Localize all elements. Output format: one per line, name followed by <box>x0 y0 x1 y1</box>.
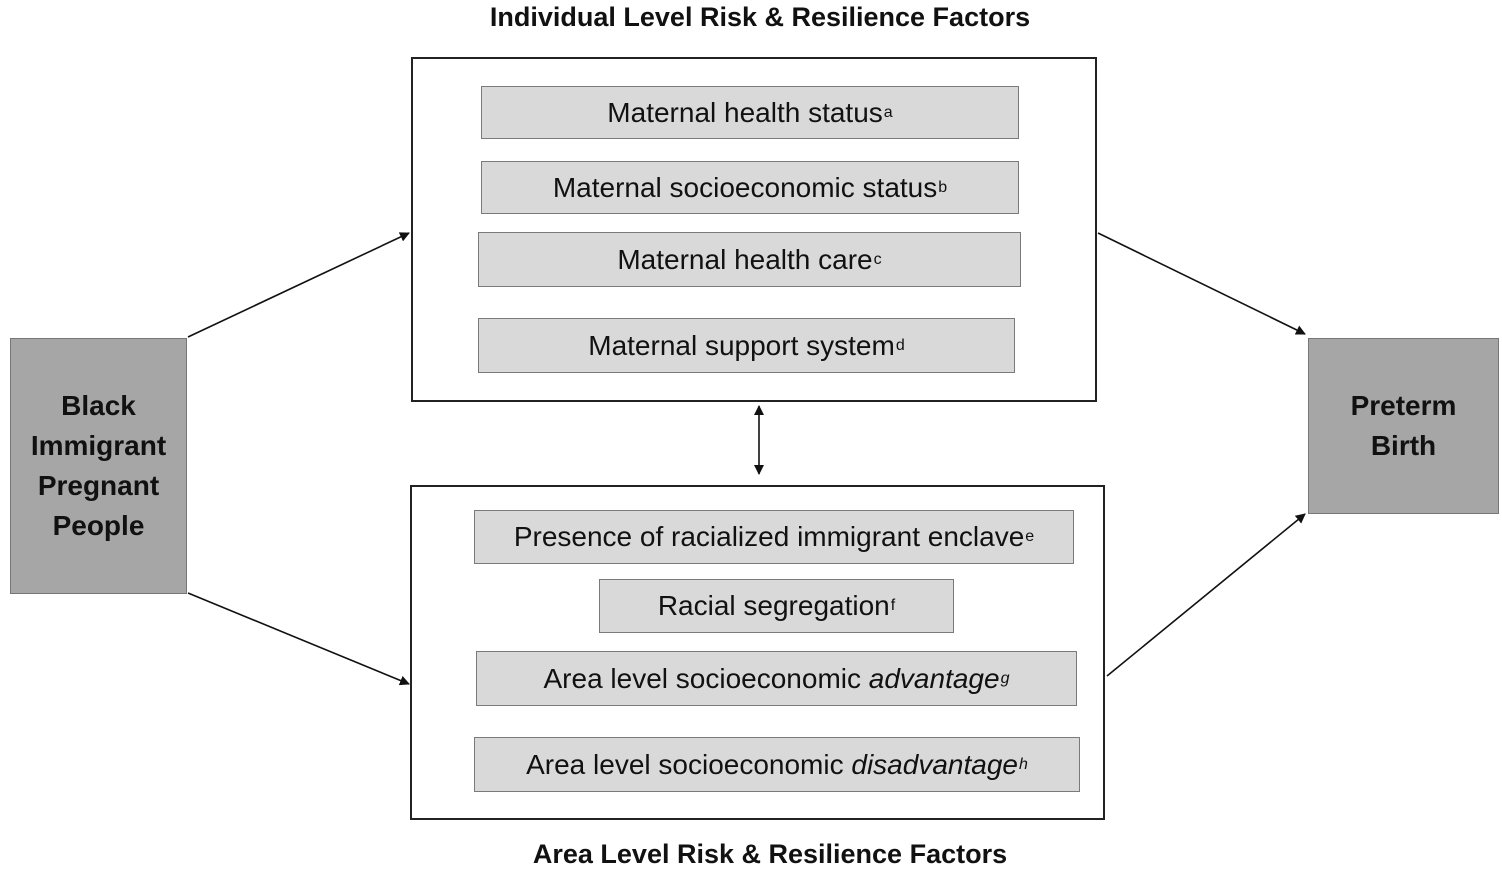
factor-racialized-immigrant-enclave: Presence of racialized immigrant enclave e <box>474 510 1074 564</box>
factor-maternal-health-care: Maternal health care c <box>478 232 1021 287</box>
arrow-area-to-outcome <box>1107 514 1305 676</box>
factor-racial-segregation: Racial segregation f <box>599 579 954 633</box>
outcome-node-line: Birth <box>1370 430 1437 461</box>
area-level-heading: Area Level Risk & Resilience Factors <box>532 839 1008 869</box>
factor-maternal-socioeconomic-status: Maternal socioeconomic status b <box>481 161 1019 214</box>
source-node-line: Black <box>61 390 136 421</box>
individual-level-heading: Individual Level Risk & Resilience Factors <box>489 2 1031 32</box>
factor-area-socioeconomic-disadvantage: Area level socioeconomic disadvantage h <box>474 737 1080 792</box>
source-node-line: Immigrant <box>30 430 167 461</box>
arrow-individual-to-outcome <box>1098 233 1305 334</box>
factor-maternal-support-system: Maternal support system d <box>478 318 1015 373</box>
source-node-line: People <box>52 510 145 541</box>
arrow-source-to-individual <box>188 233 409 337</box>
arrow-source-to-area <box>188 593 409 684</box>
factor-area-socioeconomic-advantage: Area level socioeconomic advantage g <box>476 651 1077 706</box>
factor-maternal-health-status: Maternal health status a <box>481 86 1019 139</box>
source-node-line: Pregnant <box>37 470 160 501</box>
outcome-node-line: Preterm <box>1350 390 1457 421</box>
